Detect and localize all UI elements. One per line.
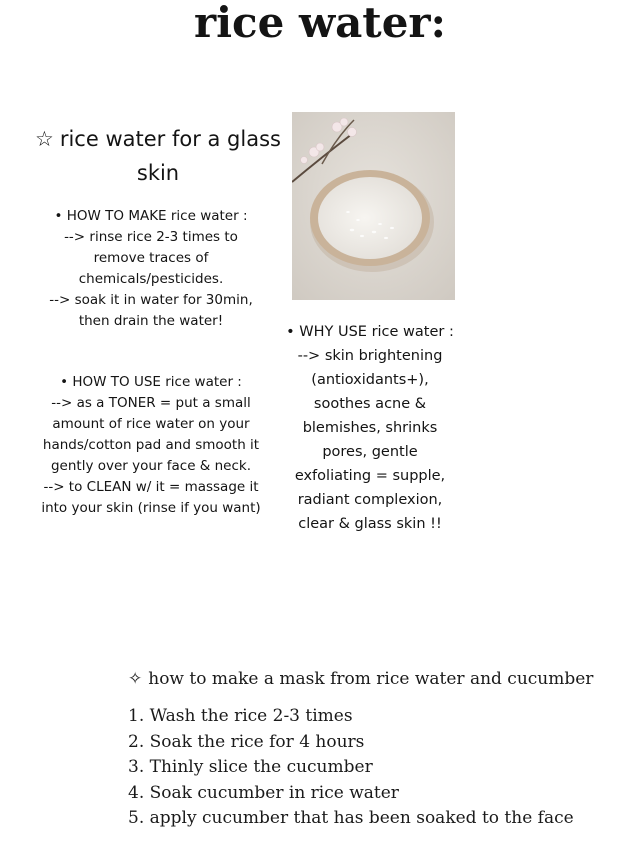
why-use-line: soothes acne & xyxy=(313,396,427,412)
why-use-line: --> skin brightening xyxy=(297,348,443,364)
how-to-use-line: --> to CLEAN w/ it = massage it xyxy=(43,479,259,495)
why-use-line: pores, gentle xyxy=(322,444,418,460)
how-to-use-line: gently over your face & neck. xyxy=(50,458,252,474)
star-outline-icon: ☆ xyxy=(35,127,54,151)
how-to-use-section xyxy=(26,372,276,519)
why-use-line: blemishes, shrinks xyxy=(302,420,438,436)
how-to-make-line: chemicals/pesticides. xyxy=(78,271,224,287)
how-to-use-line: hands/cotton pad and smooth it xyxy=(42,437,260,453)
why-use-line: clear & glass skin !! xyxy=(298,516,442,532)
mask-step: 2. Soak the rice for 4 hours xyxy=(128,731,365,752)
why-use-section xyxy=(278,320,462,536)
why-use-line: (antioxidants+), xyxy=(311,372,429,388)
glass-skin-heading xyxy=(28,122,288,190)
mask-step: 3. Thinly slice the cucumber xyxy=(128,757,373,777)
how-to-make-section xyxy=(26,206,276,332)
rice-water-bowl-illustration xyxy=(292,112,455,300)
mask-steps-list xyxy=(128,704,628,832)
how-to-use-line: amount of rice water on your xyxy=(52,416,250,432)
rice-water-bowl-photo xyxy=(292,112,455,300)
why-use-line: radiant complexion, xyxy=(297,492,443,508)
how-to-make-line: --> soak it in water for 30min, xyxy=(49,292,253,308)
how-to-use-line: into your skin (rinse if you want) xyxy=(41,500,261,516)
mask-step: 5. apply cucumber that has been soaked to the face xyxy=(128,808,574,828)
mask-step: 4. Soak cucumber in rice water xyxy=(128,782,399,803)
page-title: rice water: xyxy=(193,0,447,47)
mask-recipe-section xyxy=(128,664,628,832)
glass-skin-heading-text: rice water for a glass skin xyxy=(59,127,281,185)
why-use-line: • WHY USE rice water : xyxy=(286,324,454,340)
how-to-make-line: then drain the water! xyxy=(78,313,224,329)
how-to-use-line: • HOW TO USE rice water : xyxy=(60,374,242,390)
how-to-make-line: --> rinse rice 2-3 times to xyxy=(64,229,238,245)
how-to-use-line: --> as a TONER = put a small xyxy=(51,395,251,411)
why-use-line: exfoliating = supple, xyxy=(294,468,446,484)
how-to-make-line: remove traces of xyxy=(93,250,209,266)
mask-heading xyxy=(128,664,628,694)
mask-heading-text: how to make a mask from rice water and cucumber xyxy=(148,669,594,689)
mask-step: 1. Wash the rice 2-3 times xyxy=(128,706,353,726)
sparkle-outline-icon: ✧ xyxy=(128,669,143,689)
how-to-make-line: • HOW TO MAKE rice water : xyxy=(54,208,248,224)
